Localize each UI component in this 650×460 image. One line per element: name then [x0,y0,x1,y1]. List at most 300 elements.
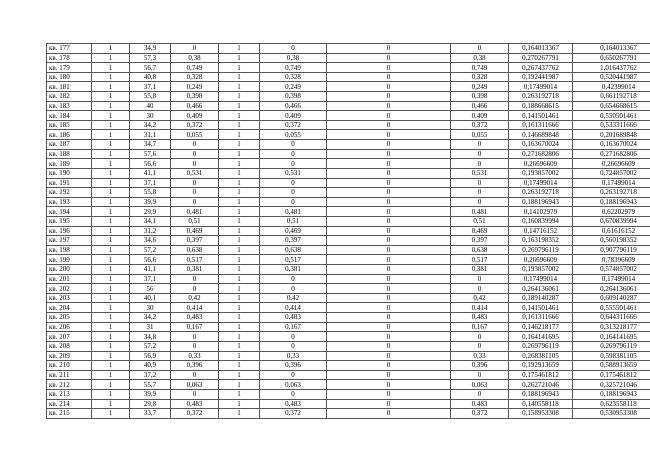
cell-factor: 1 [219,140,260,150]
cell-value-a: 0 [171,197,219,207]
cell-share: 0,161311666 [509,313,573,323]
cell-factor: 1 [219,380,260,390]
cell-value-b: 0 [260,332,327,342]
cell-factor: 1 [219,303,260,313]
table-row [47,322,650,332]
cell-apartment: кв. 191 [47,178,92,188]
cell-value-a: 0,372 [171,409,219,419]
cell-area: 55,8 [130,92,171,102]
cell-value-d: 0 [451,197,509,207]
cell-apartment: кв. 213 [47,389,92,399]
cell-share: 0,26696609 [509,255,573,265]
cell-share: 0,26696609 [509,159,573,169]
cell-value-c: 0 [327,44,451,54]
cell-value-a: 0 [171,178,219,188]
cell-total: 0,269796119 [573,341,650,351]
cell-value-b: 0,483 [260,313,327,323]
cell-factor: 1 [219,72,260,82]
cell-value-d: 0,249 [451,82,509,92]
cell-value-b: 0,481 [260,207,327,217]
cell-value-c: 0 [327,341,451,351]
table-row [47,159,650,169]
cell-factor: 1 [219,332,260,342]
cell-share: 0,263192718 [509,92,573,102]
cell-factor: 1 [219,361,260,371]
cell-total: 0,264136061 [573,284,650,294]
cell-value-d: 0 [451,188,509,198]
cell-value-d: 0 [451,370,509,380]
cell-area: 56 [130,284,171,294]
cell-area: 41,1 [130,265,171,275]
cell-factor: 1 [219,370,260,380]
cell-apartment: кв. 203 [47,293,92,303]
cell-area: 39,9 [130,389,171,399]
cell-share: 0,17499014 [509,82,573,92]
cell-value-b: 0 [260,284,327,294]
cell-value-b: 0,063 [260,380,327,390]
cell-value-a: 0,414 [171,303,219,313]
cell-count: 1 [92,409,130,419]
cell-count: 1 [92,111,130,121]
cell-count: 1 [92,332,130,342]
cell-value-b: 0 [260,44,327,54]
cell-value-b: 0,33 [260,351,327,361]
cell-total: 0,670839994 [573,216,650,226]
table-row [47,101,650,111]
table-row [47,82,650,92]
cell-value-b: 0,483 [260,399,327,409]
cell-area: 56,7 [130,63,171,73]
cell-total: 0,644311666 [573,313,650,323]
cell-share: 0,14716152 [509,226,573,236]
cell-factor: 1 [219,351,260,361]
cell-apartment: кв. 188 [47,149,92,159]
cell-apartment: кв. 202 [47,284,92,294]
cell-value-a: 0,51 [171,216,219,226]
cell-value-d: 0,396 [451,361,509,371]
cell-value-b: 0 [260,159,327,169]
cell-value-a: 0 [171,370,219,380]
cell-area: 41,1 [130,168,171,178]
cell-total: 0,164013367 [573,44,650,54]
cell-factor: 1 [219,92,260,102]
cell-value-d: 0,531 [451,168,509,178]
cell-total: 0,661192718 [573,92,650,102]
cell-value-d: 0 [451,178,509,188]
cell-value-b: 0 [260,197,327,207]
cell-total: 0,313218177 [573,322,650,332]
cell-share: 0,161311666 [509,120,573,130]
cell-value-d: 0 [451,332,509,342]
cell-value-a: 0 [171,284,219,294]
cell-value-a: 0,167 [171,322,219,332]
cell-share: 0,14102979 [509,207,573,217]
table-row [47,265,650,275]
cell-count: 1 [92,361,130,371]
cell-apartment: кв. 197 [47,236,92,246]
cell-area: 56,6 [130,159,171,169]
cell-count: 1 [92,188,130,198]
table-row [47,120,650,130]
table-row [47,332,650,342]
cell-value-d: 0 [451,44,509,54]
cell-apartment: кв. 208 [47,341,92,351]
cell-value-a: 0,469 [171,226,219,236]
cell-share: 0,264136061 [509,284,573,294]
cell-value-d: 0 [451,284,509,294]
cell-value-b: 0,469 [260,226,327,236]
cell-total: 0,188196943 [573,197,650,207]
cell-value-a: 0,483 [171,313,219,323]
cell-total: 0,325721046 [573,380,650,390]
table-row [47,216,650,226]
cell-total: 0,62202979 [573,207,650,217]
cell-factor: 1 [219,178,260,188]
cell-factor: 1 [219,188,260,198]
cell-apartment: кв. 190 [47,168,92,178]
cell-share: 0,271682806 [509,149,573,159]
cell-area: 29,9 [130,207,171,217]
cell-value-d: 0,328 [451,72,509,82]
cell-share: 0,188196943 [509,197,573,207]
cell-share: 0,188668615 [509,101,573,111]
cell-value-c: 0 [327,63,451,73]
table-row [47,92,650,102]
table-row [47,140,650,150]
cell-count: 1 [92,216,130,226]
cell-total: 0,263192718 [573,188,650,198]
cell-value-c: 0 [327,303,451,313]
cell-value-d: 0,055 [451,130,509,140]
cell-apartment: кв. 182 [47,92,92,102]
cell-value-a: 0,396 [171,361,219,371]
cell-value-c: 0 [327,236,451,246]
table-row [47,63,650,73]
cell-total: 0,78396609 [573,255,650,265]
cell-value-b: 0 [260,341,327,351]
cell-value-d: 0,51 [451,216,509,226]
cell-value-a: 0,055 [171,130,219,140]
cell-value-d: 0 [451,140,509,150]
cell-count: 1 [92,140,130,150]
cell-apartment: кв. 185 [47,120,92,130]
table-row [47,313,650,323]
cell-area: 55,8 [130,188,171,198]
cell-value-a: 0 [171,149,219,159]
cell-apartment: кв. 200 [47,265,92,275]
cell-value-a: 0 [171,140,219,150]
cell-count: 1 [92,322,130,332]
cell-count: 1 [92,389,130,399]
cell-share: 0,193857002 [509,265,573,275]
cell-total: 0,520441987 [573,72,650,82]
cell-value-b: 0,466 [260,101,327,111]
cell-total: 0,533311666 [573,120,650,130]
cell-total: 0,17499014 [573,178,650,188]
cell-value-a: 0,398 [171,92,219,102]
cell-count: 1 [92,351,130,361]
cell-share: 0,163198352 [509,236,573,246]
cell-count: 1 [92,341,130,351]
table-row [47,130,650,140]
cell-share: 0,263192718 [509,188,573,198]
cell-area: 57,3 [130,53,171,63]
cell-value-c: 0 [327,82,451,92]
cell-factor: 1 [219,159,260,169]
cell-value-c: 0 [327,188,451,198]
cell-count: 1 [92,149,130,159]
cell-apartment: кв. 194 [47,207,92,217]
cell-value-a: 0,249 [171,82,219,92]
cell-count: 1 [92,380,130,390]
cell-value-c: 0 [327,332,451,342]
cell-apartment: кв. 205 [47,313,92,323]
cell-apartment: кв. 212 [47,380,92,390]
cell-total: 0,650267791 [573,53,650,63]
cell-share: 0,163670024 [509,140,573,150]
cell-apartment: кв. 178 [47,53,92,63]
cell-value-c: 0 [327,149,451,159]
cell-total: 0,175461812 [573,370,650,380]
cell-factor: 1 [219,313,260,323]
cell-value-d: 0,414 [451,303,509,313]
cell-value-b: 0,414 [260,303,327,313]
cell-value-b: 0,249 [260,82,327,92]
cell-total: 0,42399014 [573,82,650,92]
cell-value-a: 0,481 [171,207,219,217]
table-row [47,370,650,380]
cell-area: 34,2 [130,313,171,323]
cell-total: 0,201689848 [573,130,650,140]
cell-factor: 1 [219,63,260,73]
cell-value-d: 0,749 [451,63,509,73]
cell-value-a: 0,33 [171,351,219,361]
cell-value-b: 0,51 [260,216,327,226]
cell-value-c: 0 [327,216,451,226]
cell-value-d: 0,466 [451,101,509,111]
cell-count: 1 [92,245,130,255]
cell-value-c: 0 [327,351,451,361]
table-row [47,341,650,351]
cell-value-b: 0,42 [260,293,327,303]
cell-apartment: кв. 177 [47,44,92,54]
cell-value-a: 0,063 [171,380,219,390]
cell-factor: 1 [219,255,260,265]
cell-value-b: 0,372 [260,120,327,130]
cell-total: 0,588913659 [573,361,650,371]
cell-value-a: 0,38 [171,53,219,63]
cell-value-a: 0,483 [171,399,219,409]
cell-share: 0,158953308 [509,409,573,419]
cell-value-c: 0 [327,370,451,380]
cell-total: 0,26696609 [573,159,650,169]
cell-value-a: 0 [171,341,219,351]
cell-area: 57,2 [130,245,171,255]
cell-factor: 1 [219,245,260,255]
table-row [47,188,650,198]
cell-total: 0,163670024 [573,140,650,150]
cell-value-b: 0 [260,178,327,188]
table-row [47,197,650,207]
cell-area: 31,1 [130,130,171,140]
table-row [47,351,650,361]
cell-count: 1 [92,101,130,111]
cell-share: 0,193857002 [509,168,573,178]
cell-value-c: 0 [327,409,451,419]
cell-count: 1 [92,255,130,265]
cell-share: 0,140558118 [509,399,573,409]
cell-value-a: 0 [171,188,219,198]
cell-total: 0,61616152 [573,226,650,236]
cell-value-b: 0,396 [260,361,327,371]
cell-value-b: 0,381 [260,265,327,275]
cell-value-c: 0 [327,284,451,294]
table-body [47,44,650,419]
table-row [47,303,650,313]
cell-value-a: 0,328 [171,72,219,82]
cell-value-b: 0,749 [260,63,327,73]
table-row [47,409,650,419]
cell-value-d: 0,398 [451,92,509,102]
cell-value-b: 0 [260,140,327,150]
cell-count: 1 [92,226,130,236]
cell-value-a: 0 [171,389,219,399]
cell-factor: 1 [219,399,260,409]
cell-count: 1 [92,284,130,294]
cell-apartment: кв. 192 [47,188,92,198]
cell-area: 34,6 [130,236,171,246]
cell-total: 0,574857002 [573,265,650,275]
cell-area: 34,1 [130,216,171,226]
cell-apartment: кв. 201 [47,274,92,284]
table-row [47,178,650,188]
cell-area: 33,7 [130,409,171,419]
cell-value-a: 0,372 [171,120,219,130]
cell-value-c: 0 [327,226,451,236]
table-row [47,389,650,399]
cell-value-c: 0 [327,313,451,323]
cell-total: 0,530953308 [573,409,650,419]
cell-value-d: 0,409 [451,111,509,121]
cell-value-d: 0,469 [451,226,509,236]
cell-value-b: 0 [260,188,327,198]
cell-share: 0,188196943 [509,389,573,399]
cell-apartment: кв. 186 [47,130,92,140]
apartment-data-table [46,43,650,419]
cell-apartment: кв. 211 [47,370,92,380]
cell-value-a: 0,466 [171,101,219,111]
cell-total: 0,271682806 [573,149,650,159]
cell-apartment: кв. 189 [47,159,92,169]
cell-value-b: 0,398 [260,92,327,102]
cell-share: 0,164141695 [509,332,573,342]
cell-factor: 1 [219,226,260,236]
cell-factor: 1 [219,207,260,217]
cell-share: 0,268381105 [509,351,573,361]
cell-factor: 1 [219,293,260,303]
cell-value-c: 0 [327,140,451,150]
table-row [47,111,650,121]
table-row [47,245,650,255]
cell-count: 1 [92,82,130,92]
cell-value-a: 0,381 [171,265,219,275]
cell-count: 1 [92,63,130,73]
cell-factor: 1 [219,101,260,111]
table-row [47,168,650,178]
cell-value-c: 0 [327,207,451,217]
table-row [47,293,650,303]
cell-factor: 1 [219,111,260,121]
cell-apartment: кв. 179 [47,63,92,73]
cell-count: 1 [92,274,130,284]
cell-share: 0,270267791 [509,53,573,63]
cell-apartment: кв. 183 [47,101,92,111]
cell-value-d: 0,517 [451,255,509,265]
cell-total: 0,724857002 [573,168,650,178]
cell-value-d: 0,481 [451,207,509,217]
table-row [47,284,650,294]
cell-area: 40,1 [130,293,171,303]
table-row [47,72,650,82]
cell-value-b: 0 [260,370,327,380]
cell-count: 1 [92,370,130,380]
cell-value-d: 0 [451,341,509,351]
cell-factor: 1 [219,120,260,130]
cell-value-c: 0 [327,255,451,265]
table-row [47,361,650,371]
cell-value-c: 0 [327,361,451,371]
cell-value-a: 0 [171,159,219,169]
cell-area: 57,2 [130,341,171,351]
cell-value-c: 0 [327,389,451,399]
cell-value-d: 0,372 [451,409,509,419]
cell-area: 30 [130,111,171,121]
cell-value-a: 0,517 [171,255,219,265]
cell-value-c: 0 [327,120,451,130]
cell-area: 40,8 [130,72,171,82]
cell-count: 1 [92,236,130,246]
cell-factor: 1 [219,44,260,54]
cell-value-a: 0,531 [171,168,219,178]
cell-factor: 1 [219,341,260,351]
cell-value-a: 0,749 [171,63,219,73]
cell-area: 57,6 [130,149,171,159]
cell-value-c: 0 [327,399,451,409]
table-row [47,236,650,246]
cell-share: 0,146218177 [509,322,573,332]
cell-apartment: кв. 207 [47,332,92,342]
cell-share: 0,160839994 [509,216,573,226]
cell-count: 1 [92,168,130,178]
cell-value-b: 0,055 [260,130,327,140]
cell-count: 1 [92,178,130,188]
cell-count: 1 [92,72,130,82]
cell-value-c: 0 [327,322,451,332]
cell-factor: 1 [219,274,260,284]
cell-factor: 1 [219,197,260,207]
cell-share: 0,262721046 [509,380,573,390]
cell-value-c: 0 [327,159,451,169]
cell-value-b: 0 [260,149,327,159]
cell-share: 0,141501461 [509,111,573,121]
cell-share: 0,17499014 [509,178,573,188]
cell-area: 34,9 [130,44,171,54]
cell-value-a: 0 [171,44,219,54]
cell-value-a: 0 [171,332,219,342]
cell-value-b: 0,167 [260,322,327,332]
cell-count: 1 [92,44,130,54]
cell-apartment: кв. 193 [47,197,92,207]
